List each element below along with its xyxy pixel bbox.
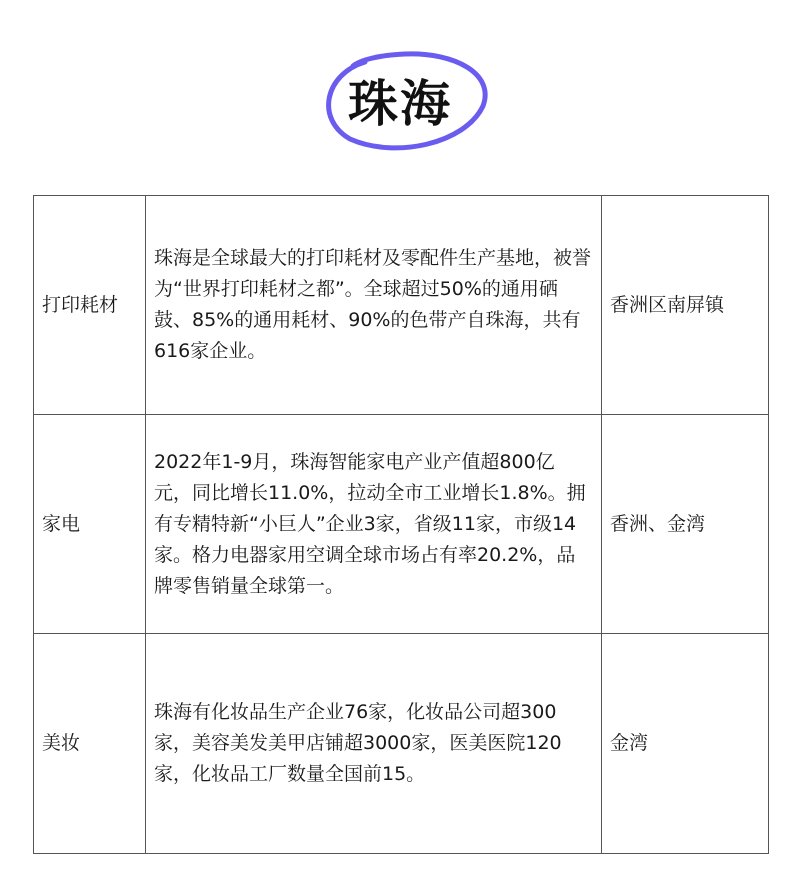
industry-cell: 美妆 (34, 634, 146, 854)
table-row (34, 415, 769, 634)
table-row (34, 634, 769, 854)
description-cell: 珠海是全球最大的打印耗材及零配件生产基地，被誉为“世界打印耗材之都”。全球超过50%的通用硒鼓、85%的通用耗材、90%的色带产自珠海，共有616家企业。 (146, 196, 602, 415)
industry-cell: 家电 (34, 415, 146, 634)
industry-cell: 打印耗材 (34, 196, 146, 415)
description-cell: 珠海有化妆品生产企业76家，化妆品公司超300家，美容美发美甲店铺超3000家，医美医院120家，化妆品工厂数量全国前15。 (146, 634, 602, 854)
description-cell: 2022年1-9月，珠海智能家电产业产值超800亿元，同比增长11.0%，拉动全市工业增长1.8%。拥有专精特新“小巨人”企业3家，省级11家，市级14家。格力电器家用空调全球市场占有率20.2%，品牌零售销量全球第一。 (146, 415, 602, 634)
location-cell: 香洲、金湾 (602, 415, 769, 634)
location-cell: 香洲区南屏镇 (602, 196, 769, 415)
table-row (34, 196, 769, 415)
title-block (0, 36, 800, 156)
page-title: 珠海 (348, 75, 452, 133)
industry-table (33, 195, 769, 854)
location-cell: 金湾 (602, 634, 769, 854)
